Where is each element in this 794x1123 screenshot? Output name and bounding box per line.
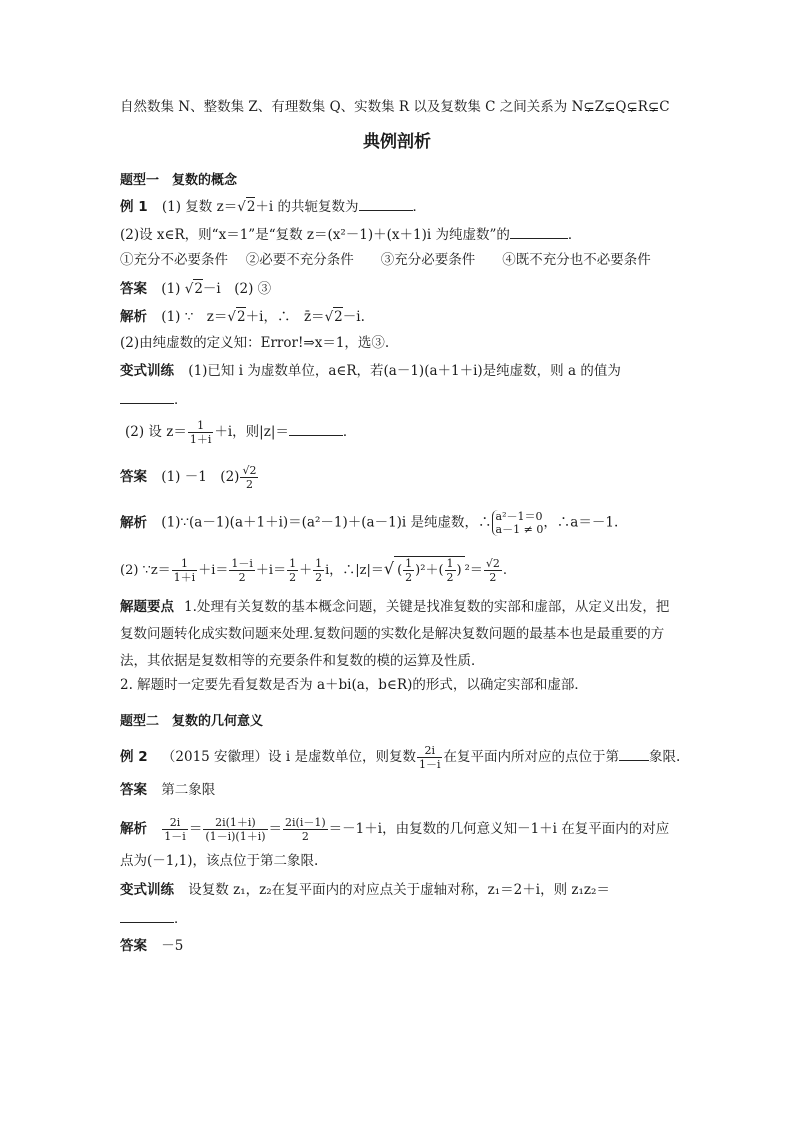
fraction: [484, 557, 502, 584]
fraction: [172, 557, 198, 584]
fraction-numerator: √2: [485, 557, 500, 570]
square-equals: ²＝: [464, 563, 483, 578]
var1-sol2-end: .: [502, 563, 507, 578]
var2-answer-text: －5: [161, 938, 184, 954]
fraction: [287, 557, 298, 584]
fraction-denominator: 1＋i: [189, 433, 212, 446]
fraction-numerator: 1: [446, 557, 454, 570]
fraction-denominator: 2: [301, 830, 309, 843]
var1-q2-end: ．: [342, 424, 357, 440]
answer-label: 答案: [120, 782, 147, 798]
example1-question1: 例 1 (1) 复数 z＝√2＋i 的共轭复数为 ．: [120, 196, 426, 216]
fraction: [313, 557, 324, 584]
ex2-q-b: 在复平面内所对应的点位于第: [443, 749, 619, 765]
fraction-denominator: 1＋i: [173, 571, 196, 584]
example-label: 例 2: [120, 749, 148, 765]
fraction-numerator: 1: [172, 557, 198, 571]
solution-label: 解析: [120, 514, 147, 531]
solution-label: 解析: [120, 821, 147, 837]
variant1-question1-blank-line: [120, 389, 188, 409]
section-title: 典例剖析: [363, 132, 431, 152]
fraction-numerator: 1: [405, 557, 413, 570]
answer-label: 答案: [120, 938, 147, 954]
fraction-numerator: 1－i: [231, 557, 253, 570]
fraction-denominator: 1－i: [164, 830, 186, 843]
example1-question2: [120, 224, 581, 244]
answer-label: 答案: [120, 281, 147, 297]
example2-question: [120, 744, 680, 771]
var1-q2-a: (2) 设 z＝: [125, 424, 187, 440]
ex2-answer-text: 第二象限: [161, 782, 216, 798]
fraction-denominator: 2: [289, 571, 297, 584]
fraction-denominator: 2: [405, 571, 413, 584]
fraction: [445, 557, 456, 584]
answer-blank[interactable]: [120, 908, 174, 923]
var1-sol2-d: ＋: [299, 563, 313, 578]
ex1-q1-sqrt: 2: [246, 199, 256, 215]
key-point-2-line: 2. 解题时一定要先看复数是否为 a＋bi(a，b∈R)的形式，以确定实部和虚部．: [120, 677, 588, 693]
answer-label: 答案: [120, 469, 147, 485]
example-label: 例 1: [120, 199, 148, 215]
fraction-numerator: 1: [289, 557, 297, 570]
solution-label: 解析: [120, 309, 147, 325]
fraction-numerator: 2i: [162, 816, 188, 830]
fraction-denominator: (1－i)(1＋i): [205, 830, 266, 843]
fraction-numerator: 1: [315, 557, 323, 570]
var1-sol1-b: ，∴a＝－1.: [543, 514, 619, 531]
ex1-sol1-sqrt2: 2: [334, 309, 343, 325]
ex1-sol1-sqrt: 2: [237, 309, 246, 325]
modulus-sqrt: ( $\frac{1}{2}$ )²＋( $\frac{1}{2}$ ): [394, 556, 465, 584]
key-points-label: 解题要点: [120, 599, 174, 615]
var1-sol2-e: i，∴|z|＝: [325, 563, 384, 578]
variant1-solution1: [120, 510, 618, 536]
answer-blank[interactable]: [510, 224, 568, 239]
fraction: [188, 419, 214, 446]
ex1-answer-b: －i (2) ③: [202, 281, 272, 297]
square-plus: ²＋: [420, 563, 439, 578]
fraction-numerator: 2i: [417, 744, 443, 758]
variant1-question2: [125, 419, 356, 446]
system-line-1: a²－1＝0: [495, 510, 543, 523]
ex1-q2-end: ．: [567, 227, 582, 243]
var1-q1-end: ．: [174, 392, 188, 408]
fraction: [229, 557, 255, 584]
example1-answer: 答案 (1) √2－i (2) ③: [120, 281, 272, 297]
fraction: [240, 464, 258, 491]
variant1-solution2: (2) ∵z＝ $\frac{1}{1+i}$ ＋i＝ $\frac{1-i}{2}$ ＋i＝ $\frac{1}{2}$ ＋ $\frac{1}{2}$ i，∴|z|＝√ ( $\frac{1}{2}$ )²＋( $\frac{1}{2}$ ) ²＝ $\frac{√2}{2}$ .: [120, 557, 507, 584]
system-line-2: a－1 ≠ 0: [495, 523, 544, 536]
example2-answer: [120, 781, 215, 799]
var1-q1-text: (1)已知 i 为虚数单位，a∈R，若(a－1)(a＋1＋i)是纯虚数，则 a 的值为: [188, 363, 621, 379]
fraction-numerator: √2: [242, 464, 257, 477]
variant2-answer: [120, 937, 183, 955]
fraction-denominator: 2: [245, 478, 253, 491]
fraction-denominator: 2: [238, 571, 246, 584]
fraction-numerator: 2i(i－1): [285, 816, 326, 829]
var2-end: ．: [174, 911, 188, 927]
var2-q-text: 设复数 z₁，z₂在复平面内的对应点关于虚轴对称，z₁＝2＋i，则 z₁z₂＝: [188, 882, 610, 898]
variant-label: 变式训练: [120, 882, 174, 898]
key-point-1: 1.处理有关复数的基本概念问题，关键是找准复数的实部和虚部，从定义出发，把复数问题转化成实数问题来处理.复数问题的实数化是解决复数问题的最基本也是最重要的方法，其依据是复数相等的充要条件和复数的模的运算及性质．: [120, 599, 670, 669]
ex2-q-a: （2015 安徽理）设 i 是虚数单位，则复数: [161, 749, 416, 765]
variant2-question: [120, 881, 610, 899]
var1-sol1-a: (1)∵(a－1)(a＋1＋i)＝(a²－1)＋(a－1)i 是纯虚数，∴: [161, 514, 492, 531]
variant2-blank-line: [120, 908, 188, 928]
variant1-question1: [120, 362, 621, 380]
example2-solution: [120, 816, 669, 843]
ex1-answer-a: (1): [161, 281, 185, 297]
ex2-sol-b: ＝－1＋i，由复数的几何意义知－1＋i 在复平面内的对应: [328, 821, 670, 837]
example2-solution-line2: 点为(－1,1)，该点位于第二象限.: [120, 853, 319, 869]
answer-blank[interactable]: [359, 196, 413, 211]
variant1-answer: [120, 464, 259, 491]
ex2-q-c: 象限.: [648, 749, 681, 765]
example1-solution2: (2)由纯虚数的定义知：Error!⇒x＝1，选③.: [120, 335, 390, 351]
equals-sign: ＝: [268, 821, 283, 837]
var1-sol2-a: (2) ∵z＝: [120, 563, 171, 578]
fraction-denominator: 1－i: [418, 758, 441, 771]
ex1-sol1-c: －i.: [342, 309, 365, 325]
intro-text: 自然数集 N、整数集 Z、有理数集 Q、实数集 R 以及复数集 C 之间关系为 N⊊Z⊊Q⊊R⊊C: [120, 99, 670, 115]
var1-q2-b: ＋i，则|z|＝: [214, 424, 289, 440]
variant-label: 变式训练: [120, 363, 174, 379]
var1-sol2-c: ＋i＝: [255, 563, 287, 578]
answer-blank[interactable]: [619, 746, 649, 761]
ex1-q1-text-b: ＋i 的共轭复数为: [255, 199, 359, 215]
fraction-numerator: 2i(1＋i): [203, 816, 267, 830]
fraction: [417, 744, 443, 771]
fraction-denominator: 2: [446, 571, 454, 584]
equation-system: [492, 510, 544, 536]
fraction: [203, 816, 267, 843]
answer-blank[interactable]: [289, 421, 343, 436]
ex1-sol1-b: ＋i，∴ z̄＝: [245, 309, 325, 325]
fraction-denominator: 2: [315, 571, 323, 584]
var1-sol2-b: ＋i＝: [198, 563, 229, 578]
ex1-answer-sqrt: 2: [194, 281, 203, 297]
ex1-q1-text: (1) 复数 z＝: [161, 199, 238, 215]
ex1-q2-text: (2)设 x∈R，则“x＝1”是“复数 z＝(x²－1)＋(x＋1)i 为纯虚数”的: [120, 227, 510, 243]
ex1-sol1-a: (1) ∵ z＝: [161, 309, 228, 325]
example1-solution1: 解析 (1) ∵ z＝√2＋i，∴ z̄＝√2－i.: [120, 309, 365, 325]
fraction: [283, 816, 328, 843]
example1-options: ①充分不必要条件 ②必要不充分条件 ③充分必要条件 ④既不充分也不必要条件: [120, 252, 651, 268]
fraction: [162, 816, 188, 843]
answer-blank[interactable]: [120, 389, 174, 404]
type1-heading: 题型一 复数的概念: [120, 173, 238, 188]
key-points-paragraph: [120, 594, 680, 675]
intro-line: [120, 98, 670, 116]
fraction-numerator: 1: [188, 419, 214, 433]
type2-heading: 题型二 复数的几何意义: [120, 714, 264, 729]
ex1-q1-end: ．: [412, 199, 427, 215]
equals-sign: ＝: [188, 821, 203, 837]
fraction-denominator: 2: [489, 571, 497, 584]
fraction: [403, 557, 414, 584]
var1-answer-a: (1) －1 (2): [161, 469, 240, 485]
